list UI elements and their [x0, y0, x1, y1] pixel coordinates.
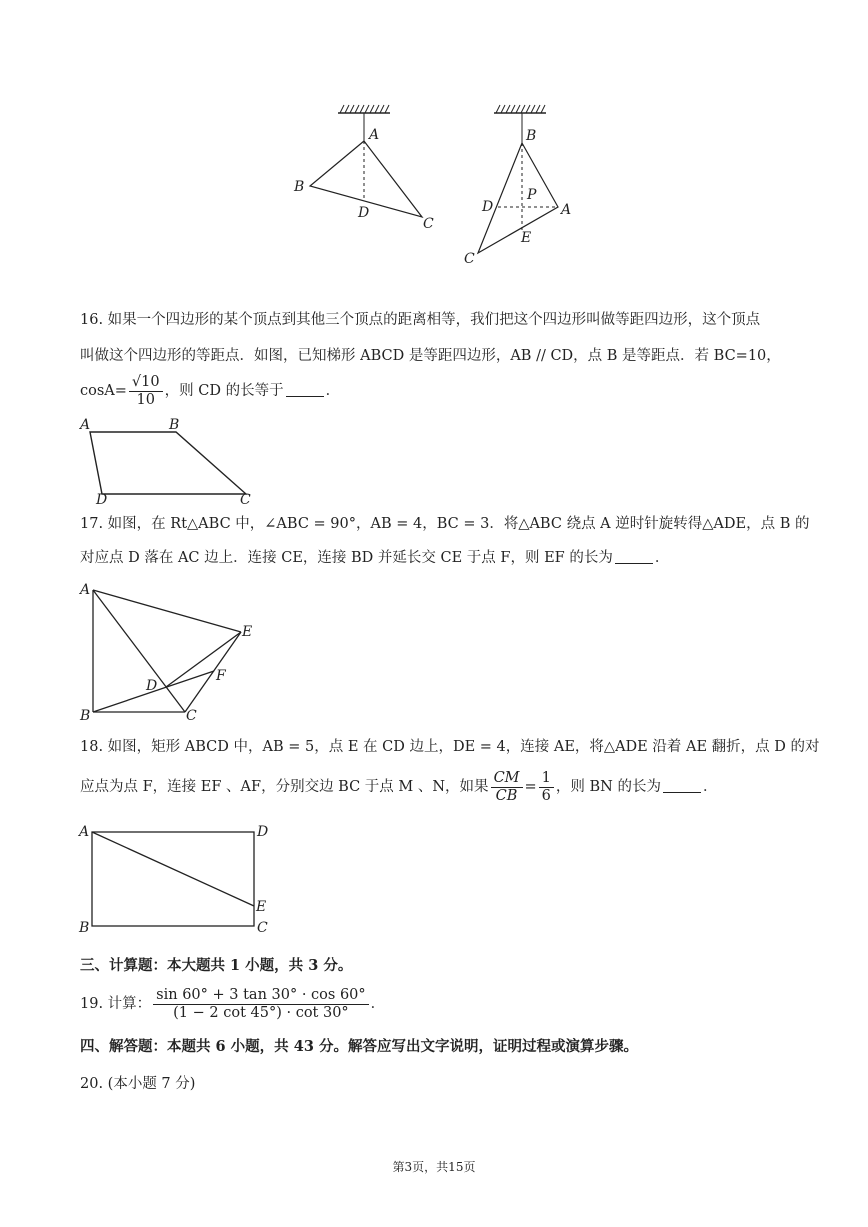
q18-fraction-cm-cb: [491, 770, 523, 805]
q19-line: [80, 984, 385, 1024]
q19-label: 19. 计算：: [80, 996, 152, 1012]
left-label-c: C: [423, 216, 434, 232]
q17-label-a: A: [80, 582, 91, 598]
right-label-d: D: [482, 199, 494, 215]
right-ceiling: [494, 105, 546, 113]
q18-end: ．: [702, 779, 718, 795]
q17-question: 对应点 D 落在 AC 边上．连接 CE，连接 BD 并延长交 CE 于点 F，则 EF 的长为: [80, 550, 613, 566]
page-footer: 第3页，共15页: [392, 1160, 476, 1174]
pendulum-figure: [280, 95, 600, 275]
q18-line1: 18. 如图，矩形 ABCD 中，AB = 5，点 E 在 CD 边上，DE = 4，连接 AE，将△ADE 沿着 AE 翻折，点 D 的对: [80, 739, 820, 755]
q16-line1: 16. 如果一个四边形的某个顶点到其他三个顶点的距离相等，我们把这个四边形叫做等距四边形，这个顶点: [80, 312, 761, 328]
right-label-c: C: [464, 251, 475, 267]
right-label-b: B: [526, 128, 537, 144]
q19-end: ．: [370, 996, 386, 1012]
q18-label-a: A: [79, 824, 90, 840]
q18-label-c: C: [257, 920, 268, 936]
q17-label-e: E: [242, 624, 253, 640]
q16-trapezoid-figure: [76, 412, 266, 504]
right-label-p: P: [527, 187, 537, 203]
q17-label-c: C: [186, 708, 197, 724]
q17-line1: 17. 如图，在 Rt△ABC 中，∠ABC = 90°，AB = 4，BC = 3．将△ABC 绕点 A 逆时针旋转得△ADE，点 B 的: [80, 516, 810, 532]
q16-frac-num: √10: [129, 374, 163, 392]
q18-frac2-den: 6: [541, 787, 551, 804]
q18-label-e: E: [256, 899, 267, 915]
q16-label-c: C: [240, 492, 251, 504]
q19-fraction: [153, 987, 368, 1022]
right-label-a: A: [561, 202, 572, 218]
q17-answer-blank[interactable]: [615, 549, 653, 564]
q16-frac-den: 10: [136, 391, 155, 408]
q17-triangle-figure: [76, 578, 266, 724]
q16-label-b: B: [169, 417, 180, 433]
section-4-heading: 四、解答题：本题共 6 小题，共 43 分。解答应写出文字说明，证明过程或演算步骤。: [80, 1038, 638, 1055]
right-label-e: E: [521, 230, 532, 246]
q18-label-d: D: [257, 824, 269, 840]
q18-frac2-num: 1: [539, 770, 554, 788]
q16-fraction: [129, 374, 163, 409]
q16-line3: [80, 372, 340, 410]
left-triangle: [310, 113, 422, 217]
q18-answer-blank[interactable]: [663, 778, 701, 793]
left-label-d: D: [358, 205, 370, 221]
left-label-b: B: [294, 179, 305, 195]
section-3-heading: 三、计算题：本大题共 1 小题，共 3 分。: [80, 957, 353, 974]
q18-fraction-1-6: [539, 770, 554, 805]
q18-line2: [80, 768, 717, 806]
q16-end: ．: [325, 383, 341, 399]
left-ceiling: [338, 105, 390, 113]
q17-label-d: D: [146, 678, 158, 694]
q16-label-a: A: [80, 417, 91, 433]
q18-frac-den: CB: [495, 787, 518, 804]
q19-denominator: (1 − 2 cot 45°) · cot 30°: [173, 1004, 349, 1021]
q16-line2: 叫做这个四边形的等距点．如图，已知梯形 ABCD 是等距四边形，AB // CD，点 B 是等距点．若 BC=10，: [80, 348, 781, 364]
q17-line2: [80, 548, 669, 568]
q16-label-d: D: [96, 492, 108, 504]
q18-equals: =: [524, 779, 537, 795]
q18-frac-num: CM: [491, 770, 523, 788]
left-label-a: A: [369, 127, 380, 143]
right-triangle: [478, 113, 558, 253]
q18-condition: 应点为点 F，连接 EF 、AF，分别交边 BC 于点 M 、N，如果: [80, 779, 489, 795]
q16-question: ，则 CD 的长等于: [164, 383, 284, 399]
q16-answer-blank[interactable]: [286, 382, 324, 397]
q16-cos-label: cosA=: [80, 383, 127, 399]
q17-label-b: B: [80, 708, 91, 724]
q17-label-f: F: [216, 668, 226, 684]
q17-end: ．: [654, 550, 670, 566]
q18-rectangle-figure: [76, 820, 286, 938]
q18-question: ，则 BN 的长为: [555, 779, 661, 795]
q19-numerator: sin 60° + 3 tan 30° · cos 60°: [153, 987, 368, 1005]
q20-heading: 20. (本小题 7 分): [80, 1076, 196, 1092]
q18-label-b: B: [79, 920, 90, 936]
